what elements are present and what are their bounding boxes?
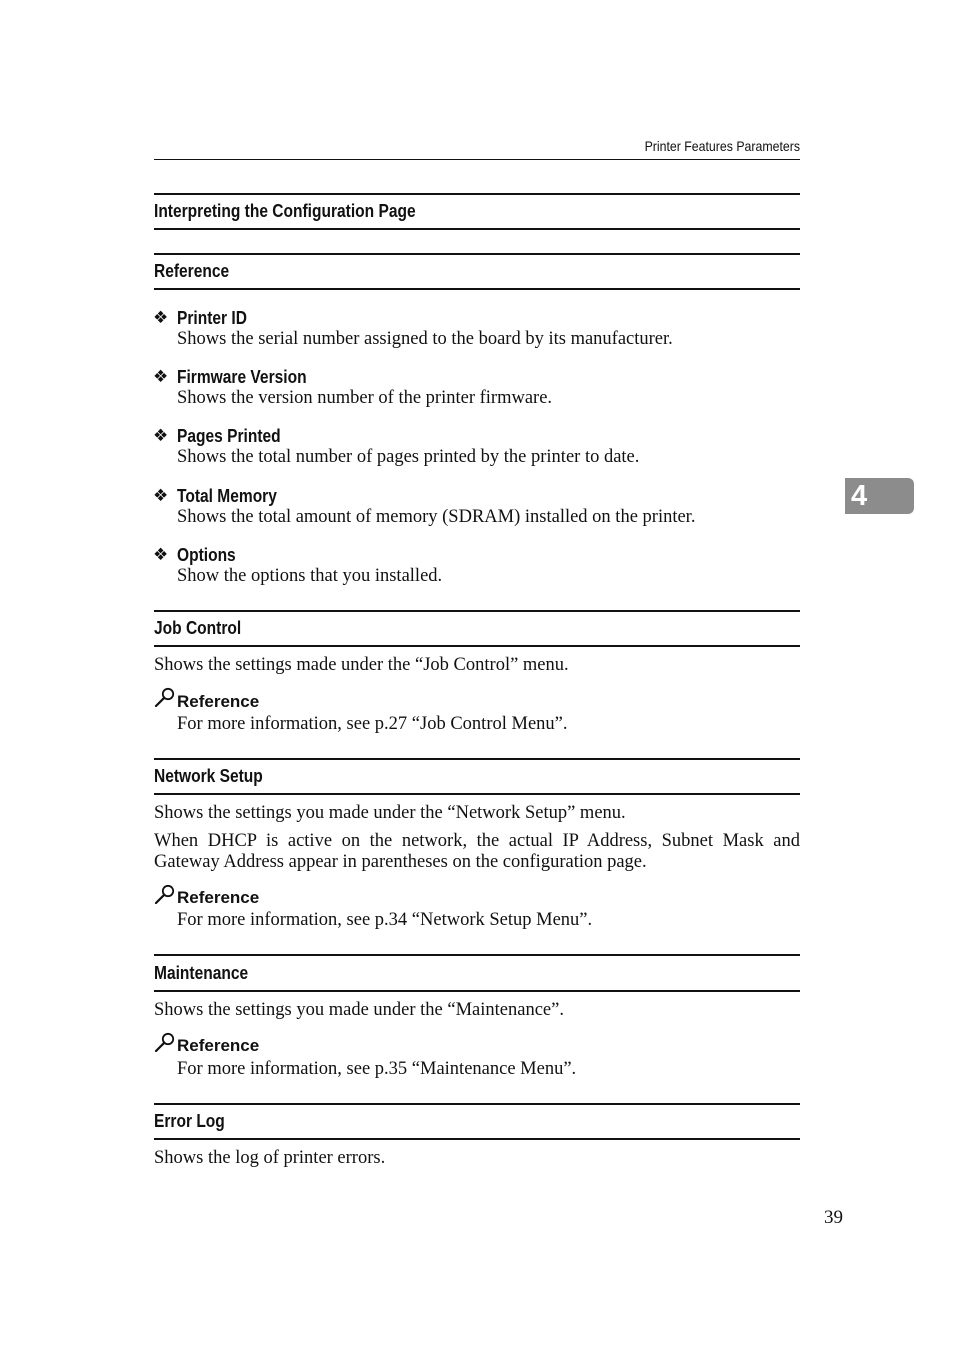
- bullet-diamond-icon: ❖: [153, 367, 169, 387]
- job-control-rule-bottom: [154, 645, 800, 647]
- network-setup-ref-label: Reference: [177, 888, 260, 907]
- error-log-heading: Error Log: [154, 1110, 225, 1131]
- reference-heading: Reference: [154, 260, 230, 281]
- item-text-total-memory: Shows the total amount of memory (SDRAM) installed on the printer.: [177, 507, 696, 527]
- magnifier-key-icon: [154, 687, 176, 707]
- job-control-ref-label: Reference: [177, 692, 260, 711]
- network-setup-rule-top: [154, 758, 800, 760]
- item-text-options: Show the options that you installed.: [177, 566, 443, 586]
- magnifier-key-icon: [154, 884, 176, 904]
- network-setup-ref-text: For more information, see p.34 “Network Setup Menu”.: [177, 910, 593, 930]
- chapter-number: 4: [851, 480, 868, 512]
- maintenance-rule-bottom: [154, 990, 800, 992]
- header-rule: [154, 159, 800, 160]
- network-setup-text-2a: When DHCP is active on the network, the actual IP Address, Subnet Mask and: [154, 831, 800, 851]
- item-text-printer-id: Shows the serial number assigned to the board by its manufacturer.: [177, 329, 673, 349]
- maintenance-heading: Maintenance: [154, 962, 249, 983]
- item-text-firmware-version: Shows the version number of the printer firmware.: [177, 388, 553, 408]
- item-title-total-memory: Total Memory: [177, 485, 277, 506]
- maintenance-rule-top: [154, 954, 800, 956]
- bullet-diamond-icon: ❖: [153, 308, 169, 328]
- reference-rule-bottom: [154, 288, 800, 290]
- network-setup-rule-bottom: [154, 793, 800, 795]
- maintenance-ref-label: Reference: [177, 1036, 260, 1055]
- item-title-printer-id: Printer ID: [177, 307, 247, 328]
- item-title-firmware-version: Firmware Version: [177, 366, 307, 387]
- error-log-text: Shows the log of printer errors.: [154, 1148, 386, 1168]
- section-title: Interpreting the Configuration Page: [154, 200, 416, 221]
- item-title-options: Options: [177, 544, 236, 565]
- error-log-rule-top: [154, 1103, 800, 1105]
- bullet-diamond-icon: ❖: [153, 545, 169, 565]
- job-control-text: Shows the settings made under the “Job Control” menu.: [154, 655, 569, 675]
- reference-rule-top: [154, 253, 800, 255]
- section-rule-bottom: [154, 228, 800, 230]
- job-control-rule-top: [154, 610, 800, 612]
- magnifier-key-icon: [154, 1032, 176, 1052]
- network-setup-text-1: Shows the settings you made under the “Network Setup” menu.: [154, 803, 626, 823]
- item-text-pages-printed: Shows the total number of pages printed by the printer to date.: [177, 447, 640, 467]
- maintenance-ref-text: For more information, see p.35 “Maintenance Menu”.: [177, 1059, 577, 1079]
- network-setup-text-2b: Gateway Address appear in parentheses on the configuration page.: [154, 852, 647, 872]
- running-head: Printer Features Parameters: [644, 138, 800, 154]
- bullet-diamond-icon: ❖: [153, 486, 169, 506]
- page-number: 39: [824, 1207, 843, 1228]
- section-rule-top: [154, 193, 800, 195]
- item-title-pages-printed: Pages Printed: [177, 425, 281, 446]
- error-log-rule-bottom: [154, 1138, 800, 1140]
- network-setup-heading: Network Setup: [154, 765, 263, 786]
- job-control-heading: Job Control: [154, 617, 242, 638]
- bullet-diamond-icon: ❖: [153, 426, 169, 446]
- job-control-ref-text: For more information, see p.27 “Job Control Menu”.: [177, 714, 568, 734]
- chapter-tab: [845, 478, 914, 514]
- maintenance-text: Shows the settings you made under the “Maintenance”.: [154, 1000, 564, 1020]
